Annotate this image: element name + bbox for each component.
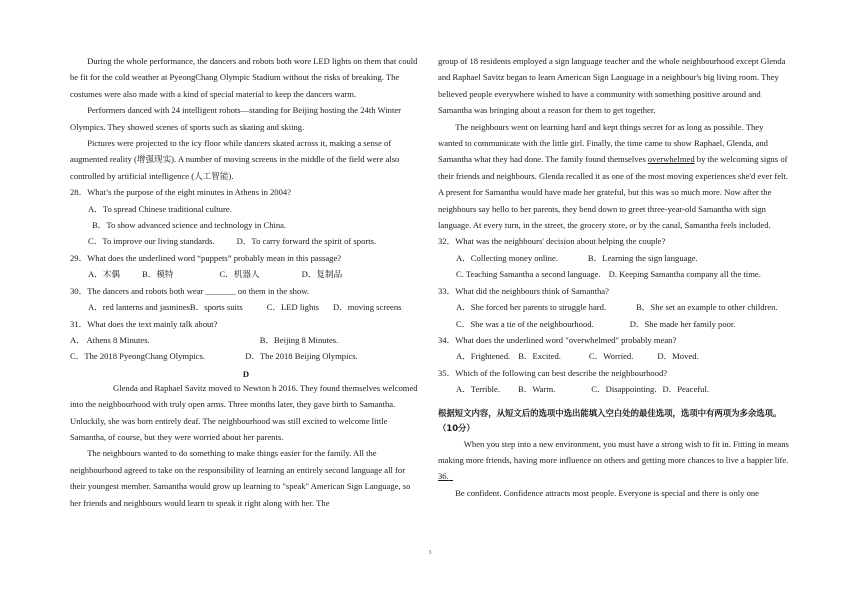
paragraph-secret-part2: by the welcoming signs of their friends and neighbours. Glenda recalled it as one of the most moving experiences she'd ever felt. A present for Samantha would have made her grateful, but this was so much more. Now after the neighbours say hello to her parents, they bend down to greet three-year-old Samantha with sign language. At every turn, in the street, the grocery store, or by the canal, Samantha feels included. <box>438 154 788 231</box>
question-31-option-a: A． Athens 8 Minutes. <box>70 334 150 345</box>
question-29: 29．What does the underlined word “puppets” probably mean in this passage? <box>70 252 342 263</box>
question-34-option-a: A．Frightened. <box>456 351 511 362</box>
paragraph-new-environment: When you step into a new environment, you must have a strong wish to fit in. Fitting in means making more friends, having more influence on others and getting more chances to live a happier life. <box>438 438 789 465</box>
question-30-option-c: C．LED lights <box>266 302 319 313</box>
question-32-option-b: B．Learning the sign language. <box>587 252 698 263</box>
question-35-option-d: D．Peaceful. <box>662 384 710 395</box>
question-33-option-b: B．She set an example to other children. <box>636 302 778 313</box>
question-33: 33．What did the neighbours think of Samantha? <box>438 285 609 296</box>
paragraph-residents: group of 18 residents employed a sign language teacher and the whole neighbourhood except Glenda and Raphael Savitz began to learn American Sign Language in a neighbour's big living room. They believed people everywhere wished to have a community with something positive around and Samantha was bringing about a reason for them to get together. <box>438 56 786 116</box>
paragraph-robots: Performers danced with 24 intelligent robots—standing for Beijing hosting the 24th Winter Olympics. They showed scenes of sports such as skating and skiing. <box>70 105 402 132</box>
question-35: 35．Which of the following can best describe the neighbourhood? <box>438 367 668 378</box>
paragraph-be-confident: Be confident. Confidence attracts most people. Everyone is special and there is only one <box>455 487 759 498</box>
question-28-option-d: D．To carry forward the spirit of sports. <box>236 236 377 247</box>
question-35-option-b: B．Warm. <box>518 384 556 395</box>
question-32-option-d: D. Keeping Samantha company all the time. <box>608 269 761 280</box>
section-instructions: 根据短文内容，从短文后的选项中选出能填入空白处的最佳选项，选项中有两项为多余选项。（10分） <box>438 407 782 433</box>
question-32-option-c: C. Teaching Samantha a second language. <box>456 269 601 280</box>
right-column <box>438 53 790 501</box>
question-31-option-d: D．The 2018 Beijing Olympics. <box>245 351 358 362</box>
question-34-option-c: C．Worried. <box>588 351 634 362</box>
question-30-option-a: A．red lanterns and jasmines <box>88 302 190 313</box>
question-29-option-d: D．复制品 <box>301 269 343 280</box>
paragraph-glenda-raphael: Glenda and Raphael Savitz moved to Newton h 2016. They found themselves welcomed into the neighbourhood with truly open arms. Three months later, they gave birth to Samantha. Unluckily, she was born entirely deaf. The neighbourhood was still excited to welcome little Samantha, of course, but they were worried about her parents. <box>70 382 418 442</box>
question-31-option-c: C．The 2018 PyeongChang Olympics. <box>70 351 206 362</box>
question-29-option-c: C．机器人 <box>219 269 260 280</box>
question-35-option-c: C．Disappointing. <box>591 384 657 395</box>
question-30: 30．The dancers and robots both wear _______ on them in the show. <box>70 285 310 296</box>
question-35-option-a: A．Terrible. <box>456 384 501 395</box>
question-33-option-c: C．She was a tie of the neighbourhood. <box>456 318 594 329</box>
blank-36: 36. <box>438 471 449 482</box>
page-number: 3 <box>428 550 432 556</box>
question-28: 28．What’s the purpose of the eight minutes in Athens in 2004? <box>70 187 292 198</box>
question-31: 31．What does the text mainly talk about? <box>70 318 218 329</box>
question-34: 34．What does the underlined word "overwhelmed" probably mean? <box>438 334 677 345</box>
underlined-word-overwhelmed: overwhelmed <box>647 154 695 165</box>
paragraph-led-lights: During the whole performance, the dancers and robots both wore LED lights on them that could be fit for the cold weather at PyeongChang Olympic Stadium without the risks of breaking. The costumes were also made with a kind of special material to keep the dancers warm. <box>70 56 418 99</box>
question-28-option-c: C．To improve our living standards. <box>88 236 215 247</box>
paragraph-neighbours-help: The neighbours wanted to do something to make things easier for the family. All the neighbourhood agreed to take on the responsibility of learning an entirely second language all for their youngest member. Samantha would grow up learning to "speak" American Sign Language, so her friends and neighbours would learn to speak it right along with her. The <box>70 448 411 508</box>
question-34-option-b: B．Excited. <box>518 351 561 362</box>
paragraph-secret <box>438 119 790 234</box>
left-column <box>70 53 422 511</box>
question-34-option-d: D．Moved. <box>657 351 699 362</box>
paragraph-secret-part1: The neighbours went on learning hard and kept things secret for as long as possible. They wanted to communicate with the little girl. Finally, the time came to show Raphael, Glenda, and Samantha what they had done. The family found themselves <box>438 121 768 165</box>
question-33-option-a: A．She forced her parents to struggle hard. <box>456 302 607 313</box>
question-28-option-a: A．To spread Chinese traditional culture. <box>88 203 232 214</box>
question-28-option-b: B．To show advanced science and technology in China. <box>92 220 287 231</box>
question-33-option-d: D．She made her family poor. <box>629 318 736 329</box>
question-31-option-b: B．Beijing 8 Minutes. <box>259 334 339 345</box>
question-30-option-b: B．sports suits <box>189 302 243 313</box>
question-32: 32．What was the neighbours' decision about helping the couple? <box>438 236 666 247</box>
question-29-option-b: B．模特 <box>142 269 174 280</box>
question-32-option-a: A．Collecting money online. <box>456 252 558 263</box>
paragraph-projection: Pictures were projected to the icy floor while dancers skated across it, making a sense of augmented reality (增强现实). A number of moving screens in the middle of the field were also controlled by artificial intelligence (人工智能). <box>70 138 400 181</box>
section-heading-d: D <box>242 368 250 379</box>
question-29-option-a: A．木偶 <box>88 269 120 280</box>
question-30-option-d: D．moving screens <box>332 302 402 313</box>
